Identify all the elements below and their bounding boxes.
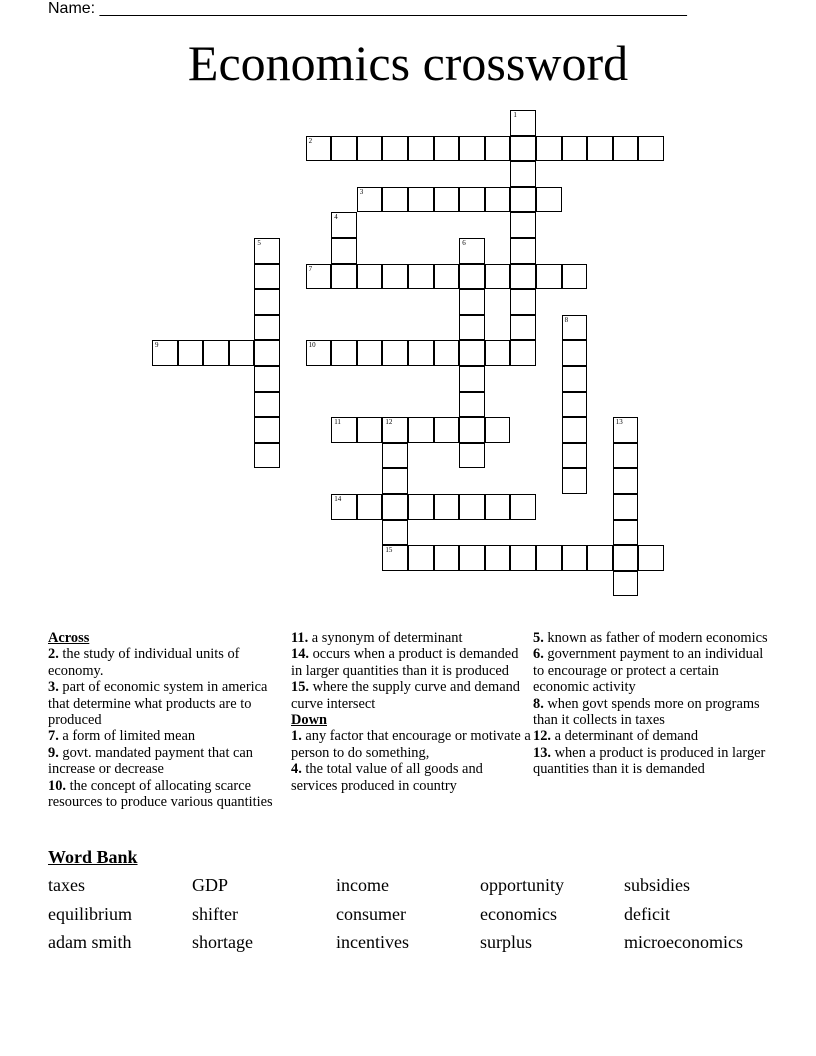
clue-item	[291, 646, 531, 679]
crossword-cell[interactable]	[408, 545, 434, 571]
clue-number: 1	[513, 111, 517, 119]
crossword-cell[interactable]	[562, 315, 588, 341]
crossword-cell[interactable]	[408, 417, 434, 443]
word-bank-word: incentives	[336, 932, 409, 952]
crossword-cell[interactable]	[382, 340, 408, 366]
clue-number-label: 8.	[533, 695, 544, 712]
crossword-cell[interactable]	[459, 264, 485, 290]
clue-text: the total value of all goods and services produced in country	[291, 761, 483, 794]
clue-number-label: 9.	[48, 744, 59, 761]
clue-item	[48, 778, 284, 811]
clue-item	[291, 679, 531, 712]
clue-item	[533, 630, 773, 646]
clue-number: 15	[385, 546, 393, 555]
word-bank-word: deficit	[624, 904, 670, 924]
clue-number: 5	[257, 239, 261, 247]
crossword-cell[interactable]	[510, 161, 536, 187]
crossword-cell[interactable]	[485, 545, 511, 571]
clue-text: where the supply curve and demand curve intersect	[291, 679, 520, 712]
clue-text: a form of limited mean	[58, 728, 196, 745]
crossword-cell[interactable]	[459, 315, 485, 341]
crossword-cell[interactable]	[254, 443, 280, 469]
clue-text: a determinant of demand	[551, 728, 699, 745]
clue-text: govt. mandated payment that can increase or decrease	[48, 744, 254, 778]
clue-item	[48, 646, 284, 679]
crossword-cell[interactable]	[562, 545, 588, 571]
crossword-cell[interactable]	[254, 340, 280, 366]
crossword-cell[interactable]	[357, 340, 383, 366]
crossword-cell[interactable]	[562, 468, 588, 494]
clue-number-label: 4.	[291, 761, 302, 778]
name-field-label: Name: __________________________________________________________________	[48, 0, 687, 17]
word-bank-word: economics	[480, 904, 557, 924]
crossword-cell[interactable]	[254, 264, 280, 290]
word-bank-word: shortage	[192, 932, 253, 952]
crossword-cell[interactable]	[357, 417, 383, 443]
clue-number-label: 5.	[533, 630, 544, 646]
crossword-cell[interactable]	[459, 545, 485, 571]
crossword-cell[interactable]	[613, 520, 639, 546]
crossword-cell[interactable]	[613, 571, 639, 597]
crossword-cell[interactable]	[485, 340, 511, 366]
clue-number: 14	[334, 495, 342, 503]
clue-number: 2	[308, 136, 313, 145]
crossword-cell[interactable]	[254, 315, 280, 341]
crossword-cell[interactable]	[459, 443, 485, 469]
clue-number-label: 7.	[48, 728, 59, 745]
word-bank-word: opportunity	[480, 875, 564, 895]
crossword-cell[interactable]	[357, 264, 383, 290]
crossword-cell[interactable]	[613, 545, 639, 571]
clue-number-label: 10.	[48, 777, 66, 794]
clue-item	[533, 696, 773, 729]
crossword-cell[interactable]	[638, 545, 664, 571]
clues-column-2	[291, 630, 531, 794]
crossword-cell[interactable]	[459, 289, 485, 315]
crossword-cell[interactable]	[229, 340, 255, 366]
crossword-cell[interactable]	[562, 340, 588, 366]
clue-number-label: 13.	[533, 744, 551, 761]
clue-item	[291, 630, 531, 646]
crossword-cell[interactable]	[587, 136, 613, 162]
crossword-cell[interactable]	[485, 417, 511, 443]
down-heading: Down	[291, 712, 327, 729]
crossword-cell[interactable]	[434, 494, 460, 520]
crossword-cell[interactable]	[562, 443, 588, 469]
crossword-cell[interactable]	[382, 443, 408, 469]
crossword-cell[interactable]	[434, 340, 460, 366]
crossword-cell[interactable]	[434, 545, 460, 571]
down-clue-list	[291, 728, 531, 794]
word-bank-word: equilibrium	[48, 904, 132, 924]
crossword-cell[interactable]	[536, 545, 562, 571]
crossword-cell[interactable]	[254, 417, 280, 443]
crossword-cell[interactable]	[510, 212, 536, 238]
clue-number-label: 11.	[291, 630, 309, 646]
crossword-cell[interactable]	[510, 264, 536, 290]
crossword-cell[interactable]	[510, 315, 536, 341]
crossword-cell[interactable]	[613, 443, 639, 469]
crossword-cell[interactable]	[459, 187, 485, 213]
clue-text: government payment to an individual to encourage or protect a certain economic activity	[533, 646, 764, 696]
crossword-cell[interactable]	[562, 417, 588, 443]
crossword-cell[interactable]	[587, 545, 613, 571]
word-bank-word: GDP	[192, 875, 229, 895]
crossword-cell[interactable]	[536, 136, 562, 162]
crossword-cell[interactable]	[382, 520, 408, 546]
clue-item	[533, 745, 773, 778]
crossword-cell[interactable]	[434, 264, 460, 290]
crossword-cell[interactable]	[510, 136, 536, 162]
crossword-cell[interactable]	[306, 264, 332, 290]
crossword-cell[interactable]	[331, 136, 357, 162]
down-clue-list-continued	[533, 630, 773, 778]
crossword-cell[interactable]	[203, 340, 229, 366]
clue-number-label: 14.	[291, 646, 309, 663]
clue-text: when govt spends more on programs than it collects in taxes	[533, 695, 760, 729]
crossword-cell[interactable]	[562, 366, 588, 392]
crossword-cell[interactable]	[152, 340, 178, 366]
crossword-cell[interactable]	[357, 494, 383, 520]
clue-text: known as father of modern economics	[543, 630, 768, 646]
crossword-cell[interactable]	[254, 366, 280, 392]
crossword-cell[interactable]	[485, 264, 511, 290]
word-bank-word: surplus	[480, 932, 533, 952]
crossword-cell[interactable]	[331, 238, 357, 264]
crossword-cell[interactable]	[459, 392, 485, 418]
clue-number: 10	[308, 341, 316, 350]
clue-number: 9	[155, 341, 159, 350]
crossword-cell[interactable]	[408, 494, 434, 520]
crossword-cell[interactable]	[382, 545, 408, 571]
crossword-cell[interactable]	[613, 494, 639, 520]
clue-text: part of economic system in america that determine what products are to produced	[48, 679, 268, 729]
across-heading: Across	[48, 630, 90, 646]
crossword-cell[interactable]	[536, 187, 562, 213]
crossword-cell[interactable]	[331, 417, 357, 443]
clue-number-label: 1.	[291, 728, 302, 745]
crossword-cell[interactable]	[331, 494, 357, 520]
crossword-cell[interactable]	[459, 340, 485, 366]
word-bank-title: Word Bank	[48, 847, 138, 867]
crossword-cell[interactable]	[357, 187, 383, 213]
crossword-cell[interactable]	[254, 289, 280, 315]
clue-number: 3	[359, 187, 364, 196]
clue-item	[291, 728, 531, 761]
clue-number-label: 2.	[48, 646, 59, 663]
clue-number: 12	[385, 418, 393, 427]
crossword-cell[interactable]	[562, 264, 588, 290]
crossword-cell[interactable]	[434, 136, 460, 162]
crossword-cell[interactable]	[459, 417, 485, 443]
crossword-cell[interactable]	[331, 340, 357, 366]
crossword-cell[interactable]	[306, 340, 332, 366]
crossword-cell[interactable]	[536, 264, 562, 290]
crossword-cell[interactable]	[562, 392, 588, 418]
across-clue-list-continued	[291, 630, 531, 712]
clue-item	[291, 761, 531, 794]
clue-number: 7	[308, 264, 313, 273]
word-bank-word: subsidies	[624, 875, 691, 895]
word-bank-word: income	[336, 875, 389, 895]
clue-item	[533, 728, 773, 744]
crossword-cell[interactable]	[408, 340, 434, 366]
crossword-cell[interactable]	[562, 136, 588, 162]
crossword-cell[interactable]	[434, 187, 460, 213]
crossword-cell[interactable]	[306, 136, 332, 162]
clue-item	[533, 646, 773, 695]
crossword-cell[interactable]	[408, 136, 434, 162]
crossword-cell[interactable]	[408, 187, 434, 213]
word-bank-word: taxes	[48, 875, 85, 895]
across-clue-list	[48, 646, 284, 810]
page-title: Economics crossword	[187, 35, 629, 91]
crossword-cell[interactable]	[459, 238, 485, 264]
crossword-cell[interactable]	[510, 187, 536, 213]
crossword-cell[interactable]	[510, 494, 536, 520]
word-bank-word: adam smith	[48, 932, 132, 952]
crossword-cell[interactable]	[459, 366, 485, 392]
clue-item	[48, 728, 284, 744]
crossword-cell[interactable]	[485, 136, 511, 162]
crossword-cell[interactable]	[382, 136, 408, 162]
crossword-cell[interactable]	[254, 392, 280, 418]
crossword-cell[interactable]	[357, 136, 383, 162]
crossword-cell[interactable]	[382, 187, 408, 213]
crossword-cell[interactable]	[510, 238, 536, 264]
clue-number-label: 12.	[533, 728, 551, 745]
crossword-cell[interactable]	[178, 340, 204, 366]
crossword-cell[interactable]	[434, 417, 460, 443]
clue-text: when a product is produced in larger quantities than it is demanded	[533, 744, 766, 778]
clue-number-label: 6.	[533, 646, 544, 663]
clue-number-label: 15.	[291, 679, 309, 696]
clue-number: 11	[334, 418, 341, 427]
clue-text: the concept of allocating scarce resources to produce various quantities	[48, 777, 273, 811]
crossword-cell[interactable]	[459, 136, 485, 162]
crossword-cell[interactable]	[382, 417, 408, 443]
clue-text: any factor that encourage or motivate a person to do something,	[291, 728, 531, 761]
clues-column-1	[48, 630, 284, 810]
crossword-cell[interactable]	[510, 110, 536, 136]
crossword-cell[interactable]	[510, 340, 536, 366]
clue-number-label: 3.	[48, 679, 59, 696]
clue-number: 4	[334, 213, 338, 222]
word-bank-word: consumer	[336, 904, 406, 924]
crossword-cell[interactable]	[331, 212, 357, 238]
clue-item	[48, 745, 284, 778]
clues-column-3	[533, 630, 773, 778]
crossword-cell[interactable]	[382, 468, 408, 494]
clue-text: the study of individual units of economy.	[48, 646, 240, 679]
clue-text: occurs when a product is demanded in larger quantities than it is produced	[291, 646, 519, 679]
crossword-cell[interactable]	[638, 136, 664, 162]
clue-text: a synonym of determinant	[308, 630, 463, 646]
word-bank-word: microeconomics	[624, 932, 743, 952]
clue-number: 8	[564, 315, 569, 324]
clue-number: 6	[462, 239, 466, 247]
word-bank-word: shifter	[192, 904, 238, 924]
crossword-cell[interactable]	[459, 494, 485, 520]
crossword-cell[interactable]	[382, 494, 408, 520]
clue-number: 13	[615, 418, 623, 427]
crossword-cell[interactable]	[613, 136, 639, 162]
crossword-cell[interactable]	[485, 187, 511, 213]
crossword-cell[interactable]	[382, 264, 408, 290]
clue-item	[48, 679, 284, 728]
crossword-cell[interactable]	[510, 289, 536, 315]
crossword-cell[interactable]	[485, 494, 511, 520]
crossword-cell[interactable]	[254, 238, 280, 264]
crossword-cell[interactable]	[613, 417, 639, 443]
crossword-cell[interactable]	[510, 545, 536, 571]
crossword-cell[interactable]	[331, 264, 357, 290]
crossword-cell[interactable]	[408, 264, 434, 290]
crossword-cell[interactable]	[613, 468, 639, 494]
